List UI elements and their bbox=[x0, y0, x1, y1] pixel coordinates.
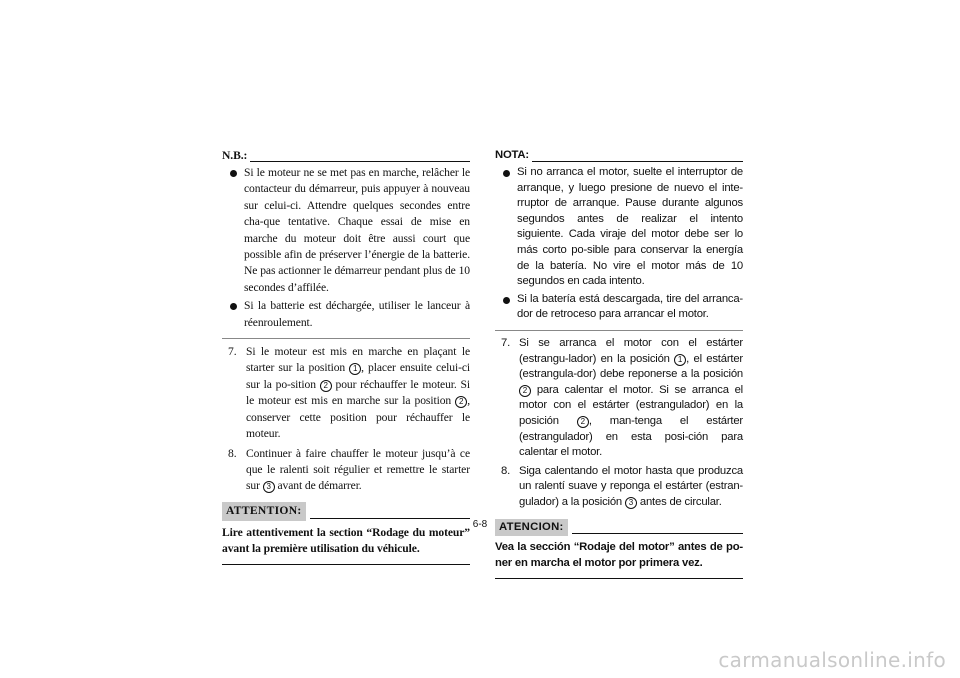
section-divider bbox=[222, 338, 470, 339]
step-number: 8. bbox=[501, 464, 511, 477]
step-text: Siga calentando el motor hasta que produzca un ralentí suave y reponga el estárter (estran-gulador) a la posición bbox=[519, 464, 743, 508]
nota-bullet-text: Si la batería está descargada, tire del arranca-dor de retroceso para arrancar el motor. bbox=[517, 292, 743, 321]
step-text: Continuer à faire chauffer le moteur jusqu’à ce que le ralenti soit régulier et remettre le starter sur bbox=[246, 446, 470, 493]
step-text: pour réchauffer le moteur. Si le moteur est mis en marche sur la position bbox=[246, 377, 470, 408]
french-column bbox=[222, 150, 470, 565]
step-7 bbox=[495, 336, 743, 461]
atencion-label: ATENCION: bbox=[495, 519, 568, 537]
section-divider bbox=[495, 330, 743, 331]
step-7 bbox=[222, 344, 470, 442]
step-text: , man-tenga el estárter (estrangulador) en esta posi-ción para calentar el motor. bbox=[519, 414, 743, 459]
step-8 bbox=[222, 446, 470, 495]
circled-number-icon: 3 bbox=[625, 497, 637, 509]
nb-label: N.B.: bbox=[222, 148, 248, 162]
nota-rule bbox=[532, 161, 743, 162]
nb-rule bbox=[250, 161, 470, 162]
step-text: para calentar el motor. Si se arranca el motor con el estárter (estrangulador) en la posición bbox=[519, 383, 743, 427]
circled-number-icon: 3 bbox=[263, 481, 275, 493]
circled-number-icon: 2 bbox=[320, 380, 332, 392]
attention-label: ATTENTION: bbox=[222, 502, 306, 520]
nota-bullet-text: Si no arranca el motor, suelte el interruptor de arranque, y luego presione de nuevo el inte-rruptor de arranque. Pause durante algunos segundos antes de realizar el intento siguiente. Cada viraje del motor debe ser lo más corto po-sible para conservar la energía de la batería. No vire el motor más de 10 segundos en cada intento. bbox=[517, 166, 743, 288]
attention-text: Lire attentivement la section “Rodage du moteur” avant la première utilisation du véhicule. bbox=[222, 525, 470, 565]
bullet-icon bbox=[230, 303, 237, 310]
bullet-icon bbox=[503, 170, 510, 177]
step-text: Si le moteur est mis en marche en plaçant le starter sur la position bbox=[246, 345, 470, 375]
nb-bullet-1 bbox=[222, 165, 470, 296]
step-text: , el estárter (estrangula-dor) debe reponerse a la posición bbox=[519, 352, 743, 381]
nb-header bbox=[222, 150, 470, 164]
step-8 bbox=[495, 464, 743, 511]
circled-number-icon: 2 bbox=[519, 385, 531, 397]
step-number: 7. bbox=[501, 336, 511, 349]
nota-bullet-2 bbox=[495, 292, 743, 323]
nb-bullet-text: Si la batterie est déchargée, utiliser le lanceur à réenroulement. bbox=[244, 299, 470, 329]
atencion-text: Vea la sección “Rodaje del motor” antes de po-ner en marcha el motor por primera vez. bbox=[495, 540, 743, 578]
step-number: 7. bbox=[228, 345, 237, 359]
nota-label: NOTA: bbox=[495, 149, 529, 162]
bullet-icon bbox=[503, 297, 510, 304]
watermark: carmanualsonline.info bbox=[718, 648, 946, 672]
nb-bullet-text: Si le moteur ne se met pas en marche, relâcher le contacteur du démarreur, puis appuyer à nouveau sur celui-ci. Attendre quelques secondes entre cha-que tentative. Chaque essai de mise en marche du moteur doit être aussi court que possible afin de préserver l’énergie de la batterie. Ne pas actionner le démarreur pendant plus de 10 secondes d’affilée. bbox=[244, 166, 470, 294]
step-text: Si se arranca el motor con el estárter (estrangu-lador) en la posición bbox=[519, 336, 743, 365]
circled-number-icon: 2 bbox=[455, 396, 467, 408]
step-text: avant de démarrer. bbox=[274, 479, 362, 493]
circled-number-icon: 1 bbox=[674, 354, 686, 366]
nota-header bbox=[495, 150, 743, 164]
circled-number-icon: 2 bbox=[577, 416, 589, 428]
page-number: 6-8 bbox=[472, 519, 488, 530]
circled-number-icon: 1 bbox=[349, 363, 361, 375]
step-number: 8. bbox=[228, 446, 237, 460]
nb-bullet-2 bbox=[222, 298, 470, 331]
nota-bullet-1 bbox=[495, 165, 743, 290]
step-text: , placer ensuite celui-ci sur la po-sition bbox=[246, 361, 471, 391]
bullet-icon bbox=[230, 170, 237, 177]
step-text: antes de circular. bbox=[636, 495, 722, 508]
step-text: , conserver cette position pour réchauffer le moteur. bbox=[246, 394, 470, 441]
spanish-column bbox=[495, 150, 743, 579]
atencion-rule bbox=[572, 533, 743, 534]
